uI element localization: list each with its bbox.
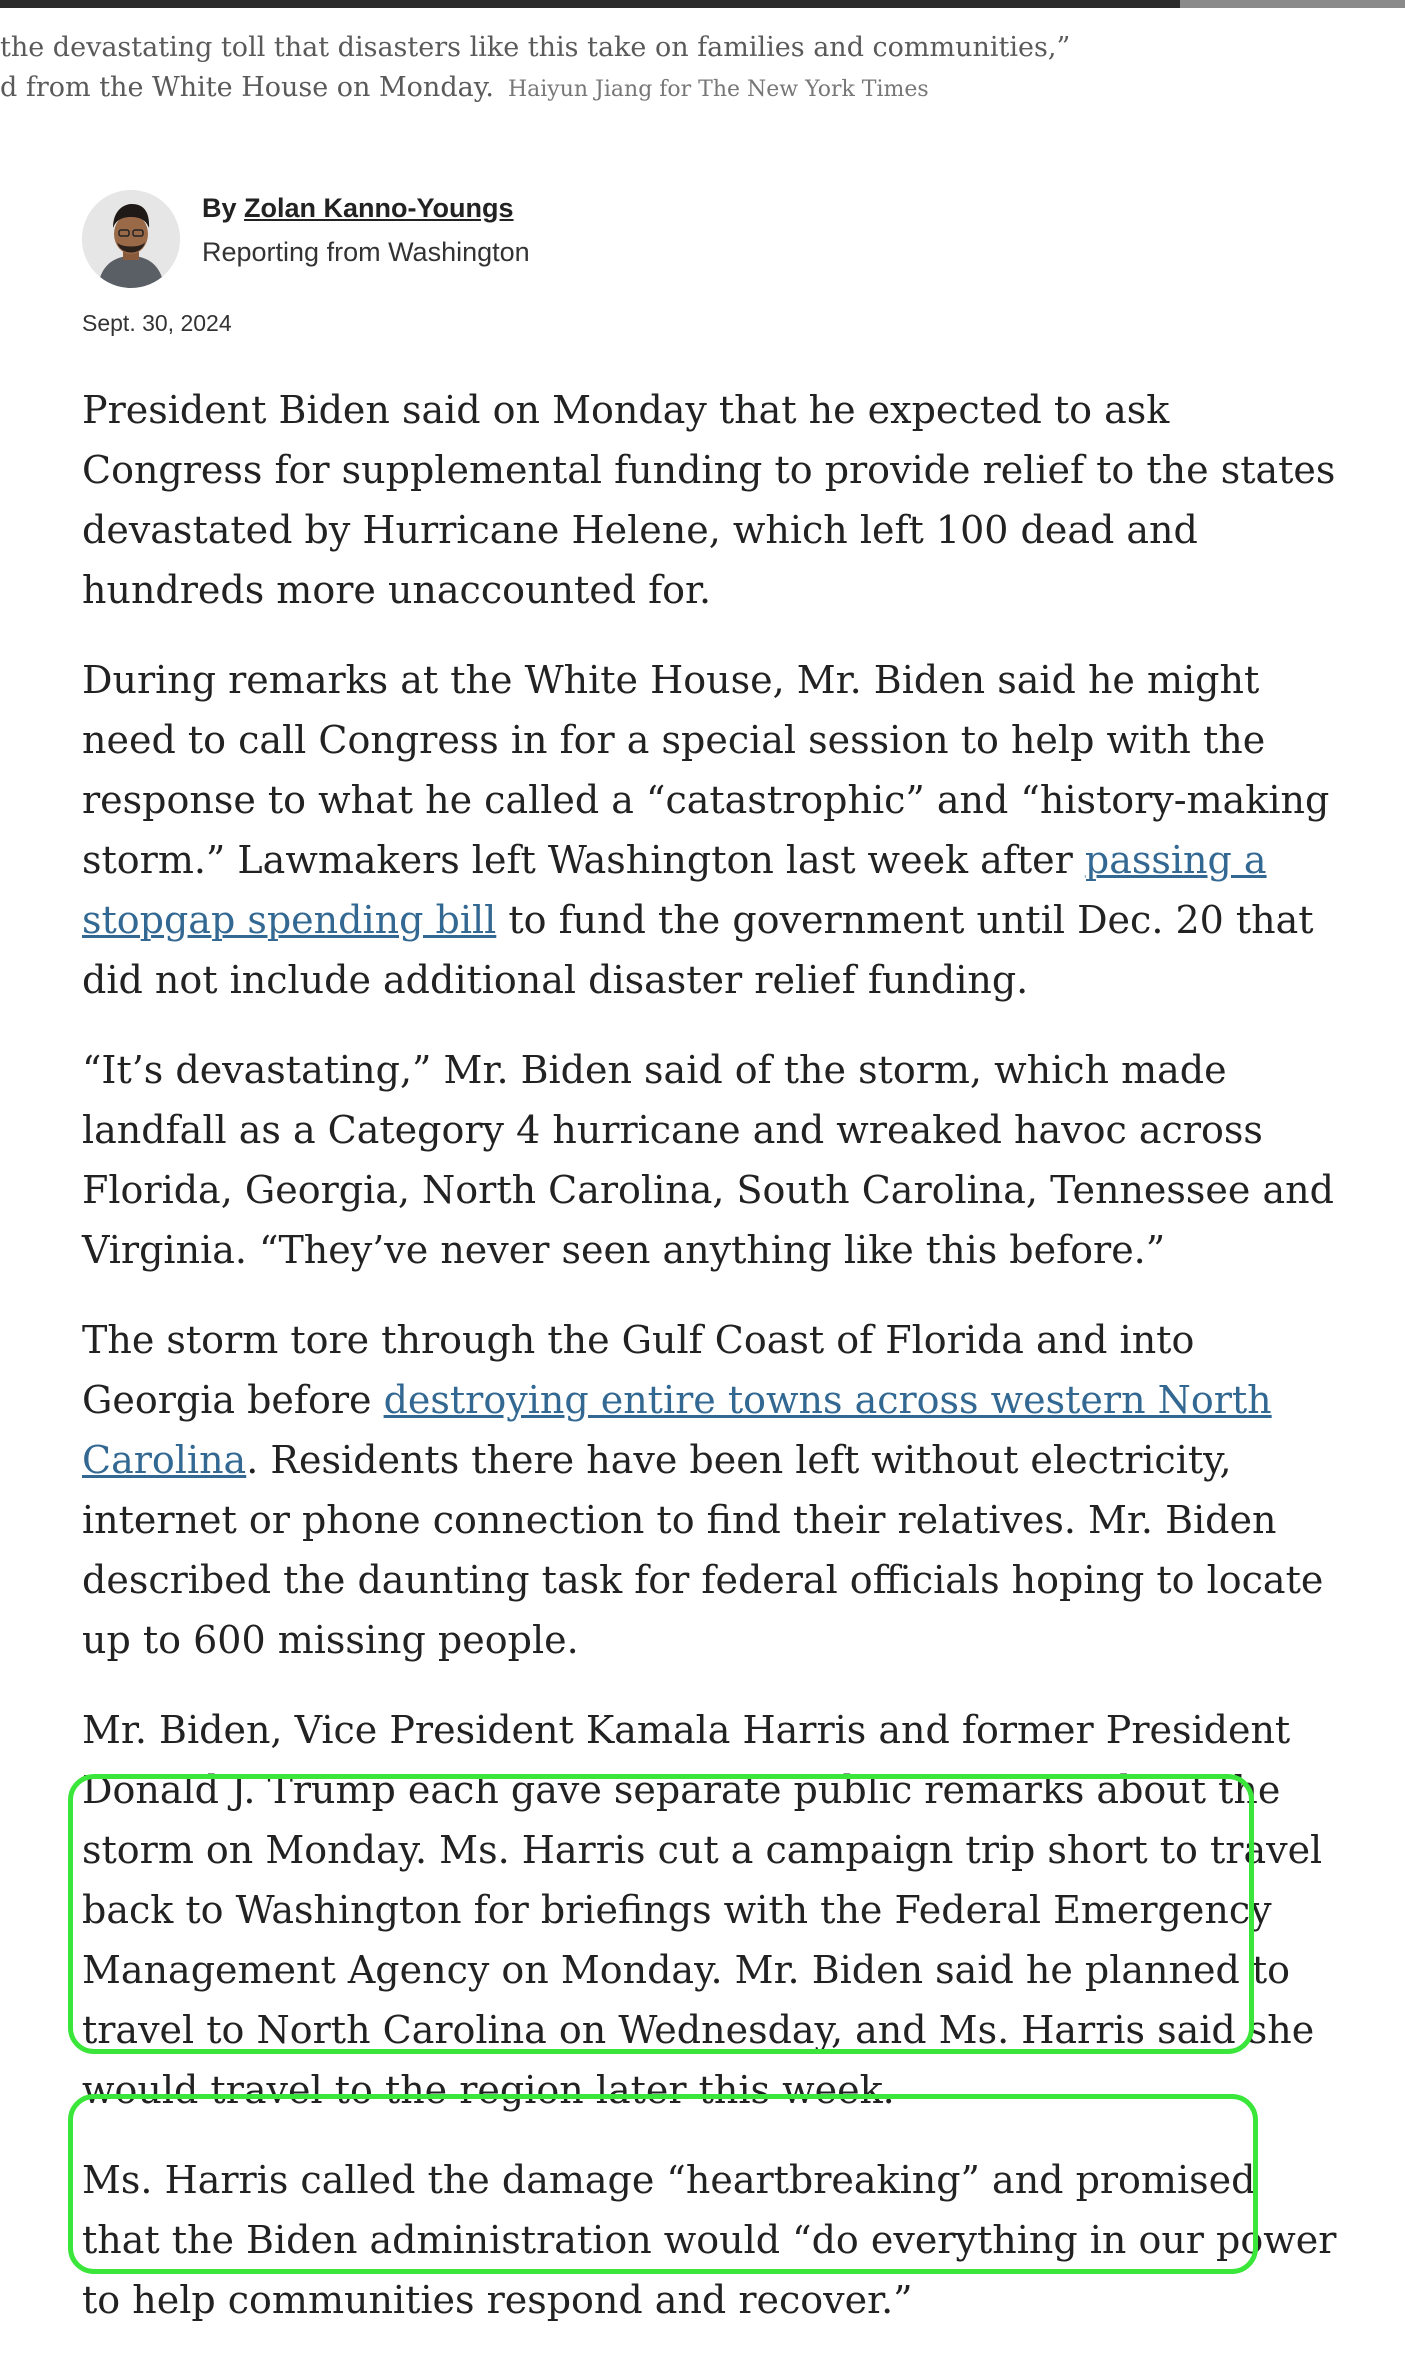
article-photo-edge xyxy=(0,0,1405,8)
byline-prefix: By xyxy=(202,193,245,223)
caption-line-1: the devastating toll that disasters like this take on families and communities,” xyxy=(0,32,1071,63)
article-paragraph-2: During remarks at the White House, Mr. Biden said he might need to call Congress in for a special session to help with the response to what he called a “catastrophic” and “history-making storm.” Lawmakers left Washington last week after passing a stopgap spending bill to fund the government until Dec. 20 that did not include additional disaster relief funding. xyxy=(82,658,1330,1002)
caption-line-2: d from the White House on Monday. xyxy=(0,72,494,103)
publish-date: Sept. 30, 2024 xyxy=(82,310,232,336)
byline-author-line xyxy=(202,186,530,230)
north-carolina-towns-link[interactable]: destroying entire towns across western North Carolina xyxy=(82,1378,1272,1482)
article-paragraph-6: Ms. Harris called the damage “heartbreaking” and promised that the Biden administration would “do everything in our power to help communities respond and recover.” xyxy=(82,2158,1337,2322)
photo-caption xyxy=(0,28,1100,110)
article-paragraph-4: The storm tore through the Gulf Coast of Florida and into Georgia before destroying entire towns across western North Carolina. Residents there have been left without electricity, internet or phone connection to find their relatives. Mr. Biden described the daunting task for federal officials hoping to locate up to 600 missing people. xyxy=(82,1318,1324,1662)
author-link[interactable]: Zolan Kanno-Youngs xyxy=(244,193,514,223)
article-paragraph-5: Mr. Biden, Vice President Kamala Harris and former President Donald J. Trump each gave separate public remarks about the storm on Monday. Ms. Harris cut a campaign trip short to travel back to Washington for briefings with the Federal Emergency Management Agency on Monday. Mr. Biden said he planned to travel to North Carolina on Wednesday, and Ms. Harris said she would travel to the region later this week. xyxy=(82,1708,1323,2112)
photo-credit: Haiyun Jiang for The New York Times xyxy=(507,77,929,102)
article-paragraph-3: “It’s devastating,” Mr. Biden said of the storm, which made landfall as a Category 4 hurricane and wreaked havoc across Florida, Georgia, North Carolina, South Carolina, Tennessee and Virginia. “They’ve never seen anything like this before.” xyxy=(82,1048,1334,1272)
author-avatar[interactable] xyxy=(82,190,180,288)
byline-location: Reporting from Washington xyxy=(202,237,530,267)
article-body xyxy=(82,380,1342,2360)
stopgap-bill-link[interactable]: passing a stopgap spending bill xyxy=(82,838,1267,942)
article-paragraph-1: President Biden said on Monday that he expected to ask Congress for supplemental funding to provide relief to the states devastated by Hurricane Helene, which left 100 dead and hundreds more unaccounted for. xyxy=(82,388,1336,612)
